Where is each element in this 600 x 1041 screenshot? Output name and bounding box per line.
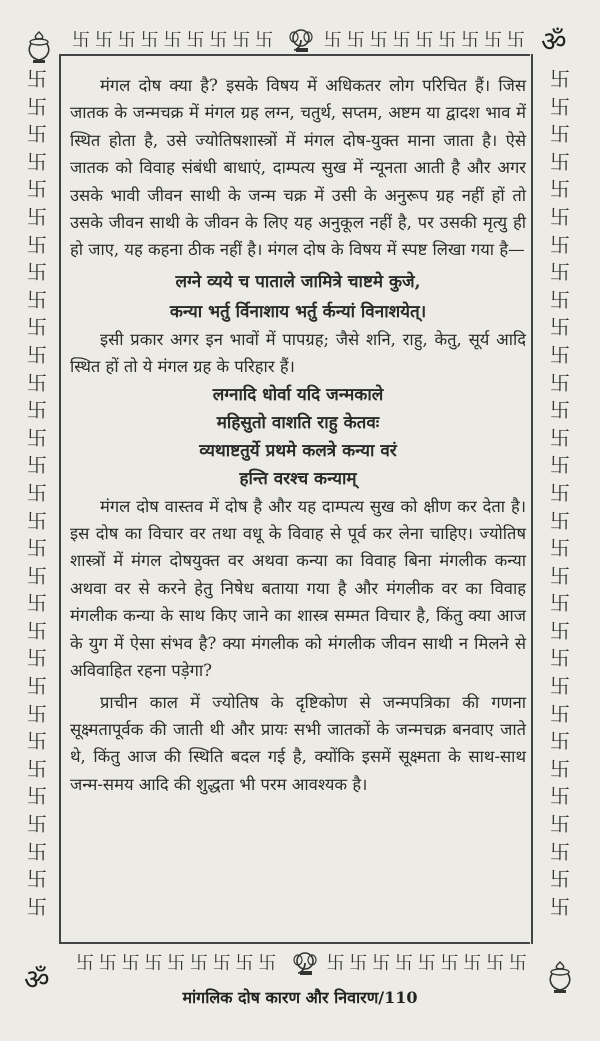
swastika-glyph: 卐 [121,953,139,974]
swastika-glyph: 卐 [550,94,570,119]
swastika-glyph: 卐 [550,701,570,726]
swastika-glyph: 卐 [550,812,570,837]
swastika-glyph: 卐 [550,425,570,450]
shloka-1-line-2: कन्या भर्तु र्विनाशाय भर्तु र्कन्यां विनाशयेत्। [169,301,427,322]
swastika-glyph: 卐 [27,204,47,229]
right-swastika-border [545,66,575,946]
swastika-glyph: 卐 [140,30,158,51]
swastika-glyph: 卐 [550,342,570,367]
paragraph-3: मंगल दोष वास्तव में दोष है और यह दाम्पत्य सुख को क्षीण कर देता है। इस दोष का विचार वर तथा वधू के विवाह से पूर्व कर लेना चाहिए। ज्योतिष शास्त्रों में मंगल दोषयुक्त वर अथवा कन्या का विवाह बिना मंगलीक कन्या अथवा वर से करने हेतु निषेध बताया गया है और मंगलीक वर का विवाह मंगलीक कन्या के साथ किए जाने का शास्त्र सम्मत विचार है, किंतु क्या आज के युग में ऐसा संभव है? क्या मंगलीक को मंगलीक जीवन साथी न मिलने से अविवाहित रहना पड़ेगा? [70,496,526,681]
swastika-glyph: 卐 [163,30,181,51]
swastika-glyph: 卐 [117,30,135,51]
swastika-glyph: 卐 [372,953,390,974]
swastika-glyph: 卐 [27,674,47,699]
swastika-glyph: 卐 [550,563,570,588]
swastika-glyph: 卐 [27,453,47,478]
swastika-glyph: 卐 [72,30,89,51]
swastika-glyph: 卐 [27,398,47,423]
swastika-glyph: 卐 [27,342,47,367]
swastika-glyph: 卐 [550,674,570,699]
swastika-glyph: 卐 [27,784,47,809]
swastika-glyph: 卐 [27,287,47,312]
kalash-icon [545,960,575,994]
swastika-glyph: 卐 [550,370,570,395]
swastika-glyph: 卐 [550,508,570,533]
swastika-glyph: 卐 [550,398,570,423]
swastika-glyph: 卐 [550,204,570,229]
paragraph-2: इसी प्रकार अगर इन भावों में पापग्रह; जैसे शनि, राहु, केतु, सूर्य आदि स्थित हों तो ये मंगल ग्रह के परिहार हैं। [70,329,526,377]
kalash-icon [24,30,54,64]
swastika-glyph: 卐 [463,953,481,974]
swastika-glyph: 卐 [394,953,412,974]
swastika-glyph: 卐 [27,646,47,671]
swastika-glyph: 卐 [27,94,47,119]
swastika-glyph: 卐 [186,30,204,51]
swastika-glyph: 卐 [417,953,435,974]
swastika-glyph: 卐 [484,30,502,51]
swastika-glyph: 卐 [550,67,570,91]
swastika-glyph: 卐 [550,232,570,257]
shloka-1-line-1: लग्ने व्यये च पाताले जामित्रे चाष्टमे कुजे, [175,271,421,292]
frame-bottom-rule [60,942,530,944]
swastika-glyph: 卐 [550,122,570,147]
swastika-glyph: 卐 [189,953,207,974]
swastika-glyph: 卐 [27,122,47,147]
swastika-glyph: 卐 [508,953,526,974]
shloka-2-line-3: व्यथाष्टतुर्ये प्रथमे कलत्रे कन्या वरं [199,440,397,461]
swastika-glyph: 卐 [550,784,570,809]
swastika-glyph: 卐 [27,563,47,588]
swastika-glyph: 卐 [550,315,570,340]
frame-left-rule [59,54,61,944]
swastika-glyph: 卐 [76,953,93,974]
swastika-glyph: 卐 [232,30,250,51]
swastika-glyph: 卐 [27,701,47,726]
shloka-2-line-1: लग्नादि धोर्वा यदि जन्मकाले [212,384,384,405]
swastika-glyph: 卐 [440,953,458,974]
swastika-glyph: 卐 [550,756,570,781]
swastika-glyph: 卐 [27,894,47,919]
swastika-glyph: 卐 [550,287,570,312]
shloka-2-line-4: हन्ति वरश्च कन्याम् [239,468,357,489]
om-icon: ॐ [24,963,50,996]
left-swastika-border [22,66,52,946]
swastika-glyph: 卐 [27,177,47,202]
swastika-glyph: 卐 [209,30,227,51]
swastika-glyph: 卐 [323,30,341,51]
paragraph-1: मंगल दोष क्या है? इसके विषय में अधिकतर लोग परिचित हैं। जिस जातक के जन्मचक्र में मंगल ग्रह लग्न, चतुर्थ, सप्तम, अष्टम या द्वादश भाव में स्थित होता है, उसे ज्योतिषशास्त्रों में मंगल दोष-युक्त माना जाता है। ऐसे जातक को विवाह संबंधी बाधाएं, दाम्पत्य सुख में न्यूनता आती है और अगर उसके भावी जीवन साथी के जन्म चक्र में उसी के अनुरूप ग्रह नहीं हों तो उसके जीवन साथी के जीवन के लिए यह अनुकूल नहीं है, पर उसकी मृत्यु ही हो जाए, यह कहना ठीक नहीं है। मंगल दोष के विषय में स्पष्ट लिखा गया है— [70,76,526,260]
swastika-glyph: 卐 [550,618,570,643]
swastika-glyph: 卐 [27,867,47,892]
swastika-glyph: 卐 [27,260,47,285]
swastika-glyph: 卐 [550,894,570,919]
swastika-glyph: 卐 [27,729,47,754]
swastika-glyph: 卐 [167,953,185,974]
swastika-glyph: 卐 [550,480,570,505]
swastika-glyph: 卐 [550,260,570,285]
swastika-glyph: 卐 [349,953,367,974]
swastika-glyph: 卐 [550,591,570,616]
ganesh-icon [291,951,319,977]
paragraph-4: प्राचीन काल में ज्योतिष के दृष्टिकोण से जन्मपत्रिका की गणना सूक्ष्मतापूर्वक की जाती थी और प्रायः सभी जातकों के जन्मचक्र बनवाए जाते थे, किंतु आज की स्थिति बदल गई है, क्योंकि इसमें सूक्ष्मता के साथ-साथ जन्म-समय आदि की शुद्धता भी परम आवश्यक है। [70,692,526,794]
swastika-glyph: 卐 [144,953,162,974]
swastika-glyph: 卐 [27,232,47,257]
om-icon: ॐ [541,25,567,58]
swastika-glyph: 卐 [27,425,47,450]
swastika-glyph: 卐 [212,953,230,974]
page-footer: मांगलिक दोष कारण और निवारण/110 [182,988,418,1007]
swastika-glyph: 卐 [415,30,433,51]
swastika-glyph: 卐 [392,30,410,51]
swastika-glyph: 卐 [550,177,570,202]
frame-right-rule [531,54,533,944]
swastika-glyph: 卐 [98,953,116,974]
page-body [70,72,526,798]
swastika-glyph: 卐 [27,480,47,505]
frame-top-rule [60,54,530,56]
ganesh-icon [287,28,315,54]
swastika-glyph: 卐 [27,149,47,174]
swastika-glyph: 卐 [506,30,524,51]
swastika-glyph: 卐 [550,453,570,478]
swastika-glyph: 卐 [27,370,47,395]
swastika-glyph: 卐 [486,953,504,974]
shloka-2-line-2: महिसुतो वाशति राहु केतवः [216,412,380,433]
swastika-glyph: 卐 [550,149,570,174]
swastika-glyph: 卐 [27,618,47,643]
swastika-glyph: 卐 [258,953,276,974]
swastika-glyph: 卐 [550,839,570,864]
swastika-glyph: 卐 [27,839,47,864]
swastika-glyph: 卐 [27,67,47,91]
swastika-glyph: 卐 [326,953,344,974]
swastika-glyph: 卐 [27,315,47,340]
swastika-glyph: 卐 [438,30,456,51]
swastika-glyph: 卐 [550,867,570,892]
swastika-glyph: 卐 [27,508,47,533]
swastika-glyph: 卐 [550,646,570,671]
swastika-glyph: 卐 [346,30,364,51]
swastika-glyph: 卐 [27,812,47,837]
swastika-glyph: 卐 [27,591,47,616]
swastika-glyph: 卐 [550,536,570,561]
swastika-glyph: 卐 [550,729,570,754]
swastika-glyph: 卐 [255,30,273,51]
swastika-glyph: 卐 [369,30,387,51]
swastika-glyph: 卐 [27,756,47,781]
swastika-glyph: 卐 [94,30,112,51]
swastika-glyph: 卐 [461,30,479,51]
swastika-glyph: 卐 [27,536,47,561]
swastika-glyph: 卐 [235,953,253,974]
